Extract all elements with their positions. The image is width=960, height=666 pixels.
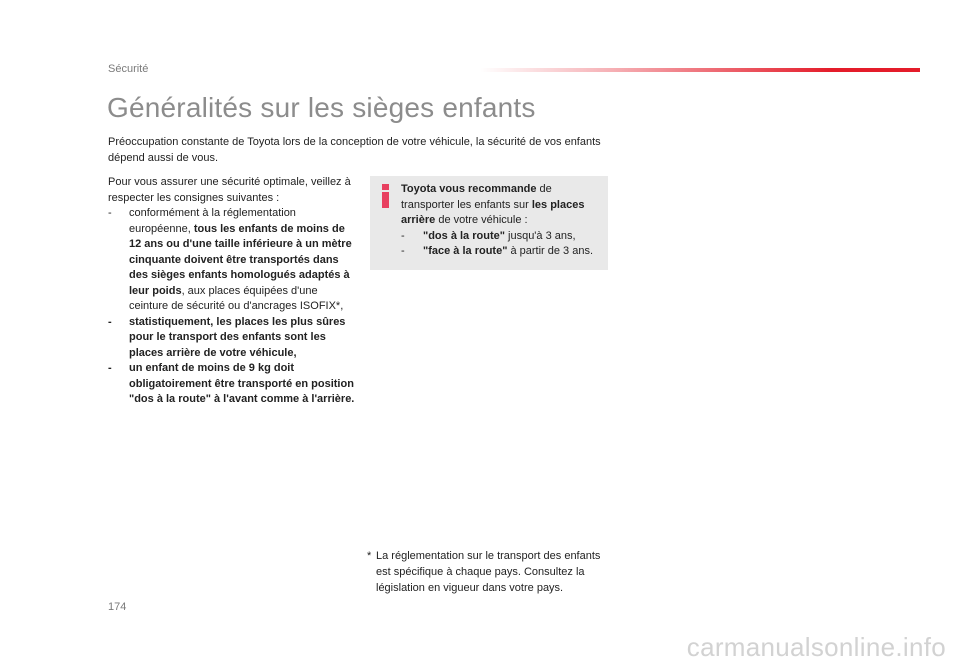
item-emphasis: tous les enfants de moins de 12 ans ou d'une taille inférieure à un mètre cinquante doivent être transportés dans des sièges enfants homologués adaptés à leur poids <box>129 222 352 297</box>
recommendation-emphasis: les places arrière <box>401 198 585 226</box>
item-text: jusqu'à 3 ans, <box>504 229 576 242</box>
item-emphasis: "dos à la route" <box>423 229 505 242</box>
list-item <box>108 206 358 315</box>
item-text-end: , aux places équipées d'une ceinture de sécurité ou d'ancrages ISOFIX*, <box>129 284 344 312</box>
item-text: conformément à la réglementation européenne, <box>129 207 296 235</box>
list-dash: - <box>108 362 112 374</box>
info-icon <box>380 184 392 208</box>
item-emphasis: "face à la route" <box>423 245 508 257</box>
list-dash: - <box>108 315 112 328</box>
recommendation-text-2: de votre véhicule : <box>435 214 528 226</box>
footnote <box>367 548 612 596</box>
list-dash: - <box>401 229 405 242</box>
list-item <box>401 229 606 245</box>
recommendation-lead <box>401 182 606 229</box>
section-label: Sécurité <box>108 63 149 75</box>
recommendation-heading: Toyota vous recommande <box>401 183 537 195</box>
item-text: à partir de 3 ans. <box>507 245 594 257</box>
watermark: carmanualsonline.info <box>686 632 946 662</box>
item-emphasis: un enfant de moins de 9 kg doit obligatoirement être transporté en position "dos à la route" à l'avant comme à l'arrière. <box>129 362 355 405</box>
footnote-text: La réglementation sur le transport des enfants est spécifique à chaque pays. Consultez la législation en vigueur dans votre pays. <box>376 550 601 594</box>
page-number: 174 <box>108 601 127 613</box>
instructions-lead: Pour vous assurer une sécurité optimale, veillez à respecter les consignes suivantes : <box>108 176 351 204</box>
list-item <box>108 315 358 362</box>
list-dash: - <box>108 207 112 219</box>
list-item <box>401 244 606 260</box>
safety-instructions <box>108 175 358 408</box>
list-dash: - <box>401 245 405 257</box>
intro-paragraph: Préoccupation constante de Toyota lors de la conception de votre véhicule, la sécurité de vos enfants dépend aussi de vous. <box>108 136 601 164</box>
item-emphasis: statistiquement, les places les plus sûres pour le transport des enfants sont les places arrière de votre véhicule, <box>129 315 346 359</box>
recommendation-box <box>370 176 608 270</box>
accent-bar <box>480 68 920 72</box>
recommendation-text-1: de transporter les enfants sur <box>401 183 552 211</box>
list-item <box>108 361 358 408</box>
page-title: Généralités sur les sièges enfants <box>107 92 536 123</box>
footnote-star: * <box>367 550 372 562</box>
recommendation-text <box>401 182 606 260</box>
